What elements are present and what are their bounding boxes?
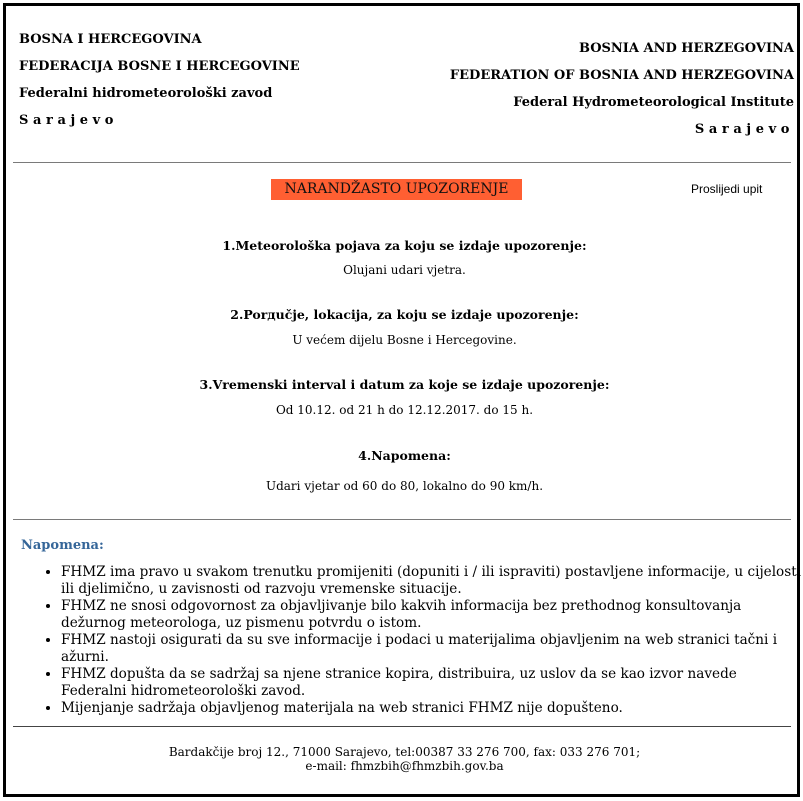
- footer-address: Bardakčije broj 12., 71000 Sarajevo, tel:00387 33 276 700, fax: 033 276 701;: [168, 745, 641, 759]
- header-right-federation: FEDERATION OF BOSNIA AND HERZEGOVINA: [449, 68, 794, 83]
- notes-list: [30, 564, 803, 718]
- note-item: • FHMZ nastoji osigurati da su sve informacije i podaci u materijalima objavljenim na web stranici tačni i ažurni.: [61, 632, 803, 665]
- notes-title: Napomena:: [21, 538, 104, 553]
- section-4-text: Udari vjetar od 60 do 80, lokalno do 90 km/h.: [265, 479, 544, 493]
- note-item: • FHMZ dopušta da se sadržaj sa njene stranice kopira, distribuira, uz uslov da se kao izvor navede Federalni hidrometeorološki zavod.: [61, 666, 803, 699]
- footer-email: e-mail: fhmzbih@fhmzbih.gov.ba: [305, 759, 504, 773]
- section-4-title: 4.Napomena:: [358, 448, 451, 463]
- header-right-city: Sarajevo: [694, 122, 794, 137]
- content-divider: [13, 519, 791, 520]
- header-left-institute: Federalni hidrometeorološki zavod: [19, 86, 273, 101]
- header-divider: [13, 162, 791, 163]
- page-frame: [3, 3, 800, 797]
- section-2-text: U većem dijelu Bosne i Hercegovine.: [292, 333, 517, 347]
- warning-badge: NARANDŽASTO UPOZORENJE: [271, 179, 522, 200]
- section-1-title: 1.Meteorološka pojava za koju se izdaje upozorenje:: [222, 238, 587, 253]
- note-item: • FHMZ ne snosi odgovornost za objavljivanje bilo kakvih informacija bez prethodnog konsultovanja dežurnog meteorologa, uz pismenu potvrdu o istom.: [61, 598, 803, 631]
- note-item: • FHMZ ima pravo u svakom trenutku promijeniti (dopuniti i / ili ispraviti) postavljene informacije, u cijelosti ili djelimično, u zavisnosti od razvoju vremenske situacije.: [61, 564, 803, 597]
- header-right-country: BOSNIA AND HERZEGOVINA: [578, 41, 794, 56]
- footer-divider: [13, 726, 791, 727]
- section-2-title: 2.Porдučje, lokacija, za koju se izdaje upozorenje:: [230, 307, 579, 322]
- section-1-text: Olujani udari vjetra.: [343, 263, 466, 277]
- header-right-institute: Federal Hydrometeorological Institute: [513, 95, 794, 110]
- section-3-title: 3.Vremenski interval i datum za koje se izdaje upozorenje:: [199, 377, 610, 392]
- header-left-country: BOSNA I HERCEGOVINA: [19, 32, 202, 47]
- section-3-text: Od 10.12. od 21 h do 12.12.2017. do 15 h.: [275, 403, 534, 417]
- forward-link[interactable]: Proslijedi upit: [691, 182, 763, 196]
- header-left-city: Sarajevo: [19, 113, 119, 128]
- note-item: • Mijenjanje sadržaja objavljenog materijala na web stranici FHMZ nije dopušteno.: [61, 700, 803, 717]
- header-left-federation: FEDERACIJA BOSNE I HERCEGOVINE: [19, 59, 300, 74]
